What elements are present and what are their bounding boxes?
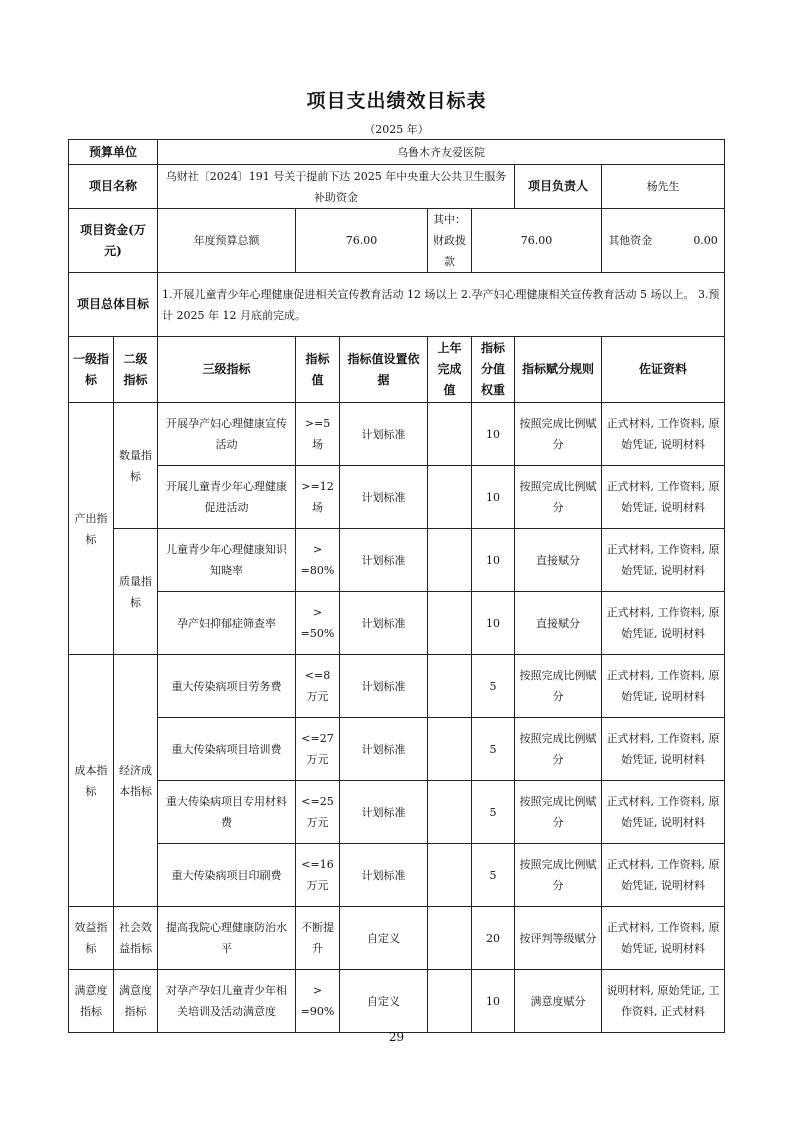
row-indicator: 重大传染病项目培训费 — [158, 718, 296, 781]
page-number: 29 — [388, 1030, 405, 1044]
row-basis: 自定义 — [340, 970, 428, 1033]
row-indicator: 重大传染病项目印刷费 — [158, 844, 296, 907]
row-value: 不断提升 — [296, 907, 340, 970]
level1-cost: 成本指标 — [69, 655, 114, 907]
row-prev — [428, 592, 472, 655]
row-evidence: 正式材料, 工作资料, 原始凭证, 说明材料 — [602, 781, 725, 844]
row-weight: 10 — [472, 403, 515, 466]
row-prev — [428, 844, 472, 907]
row-prev — [428, 466, 472, 529]
other-funds-value: 0.00 — [693, 234, 718, 247]
annual-budget-value: 76.00 — [296, 209, 428, 273]
row-weight: 5 — [472, 844, 515, 907]
level2-quality: 质量指标 — [114, 529, 158, 655]
row-rule: 直接赋分 — [515, 592, 602, 655]
row-rule: 按照完成比例赋分 — [515, 844, 602, 907]
row-value: <=8 万元 — [296, 655, 340, 718]
row-evidence: 正式材料, 工作资料, 原始凭证, 说明材料 — [602, 907, 725, 970]
row-indicator: 开展儿童青少年心理健康促进活动 — [158, 466, 296, 529]
header-level2: 二级指标 — [114, 337, 158, 403]
row-weight: 10 — [472, 466, 515, 529]
page-title: 项目支出绩效目标表 — [306, 90, 487, 112]
header-weight: 指标分值权重 — [472, 337, 515, 403]
row-value: >=12场 — [296, 466, 340, 529]
budget-unit-value: 乌鲁木齐友爱医院 — [158, 140, 725, 165]
row-indicator: 儿童青少年心理健康知识知晓率 — [158, 529, 296, 592]
row-rule: 按照完成比例赋分 — [515, 655, 602, 718]
row-evidence: 说明材料, 原始凭证, 工作资料, 正式材料 — [602, 970, 725, 1033]
row-rule: 按评判等级赋分 — [515, 907, 602, 970]
row-value: > =90% — [296, 970, 340, 1033]
row-rule: 满意度赋分 — [515, 970, 602, 1033]
row-rule: 直接赋分 — [515, 529, 602, 592]
row-indicator: 对孕产孕妇儿童青少年相关培训及活动满意度 — [158, 970, 296, 1033]
row-evidence: 正式材料, 工作资料, 原始凭证, 说明材料 — [602, 844, 725, 907]
fiscal-label: 其中：财政拨款 — [428, 209, 472, 273]
overall-goal-label: 项目总体目标 — [69, 273, 158, 337]
row-evidence: 正式材料, 工作资料, 原始凭证, 说明材料 — [602, 466, 725, 529]
header-prev-year: 上年完成值 — [428, 337, 472, 403]
row-weight: 5 — [472, 781, 515, 844]
header-value: 指标值 — [296, 337, 340, 403]
row-rule: 按照完成比例赋分 — [515, 781, 602, 844]
header-basis: 指标值设置依据 — [340, 337, 428, 403]
row-basis: 计划标准 — [340, 655, 428, 718]
row-basis: 计划标准 — [340, 403, 428, 466]
row-prev — [428, 529, 472, 592]
row-value: <=25 万元 — [296, 781, 340, 844]
row-basis: 计划标准 — [340, 592, 428, 655]
year-label: （2025 年） — [364, 123, 429, 136]
project-leader-value: 杨先生 — [602, 165, 725, 209]
performance-target-table — [68, 139, 725, 1033]
header-rule: 指标赋分规则 — [515, 337, 602, 403]
row-basis: 自定义 — [340, 907, 428, 970]
row-prev — [428, 781, 472, 844]
row-weight: 10 — [472, 970, 515, 1033]
row-basis: 计划标准 — [340, 466, 428, 529]
row-weight: 10 — [472, 529, 515, 592]
project-funds-label: 项目资金(万元) — [69, 209, 158, 273]
other-funds-label: 其他资金 — [608, 234, 653, 247]
level1-satisfaction: 满意度指标 — [69, 970, 114, 1033]
row-indicator: 重大传染病项目劳务费 — [158, 655, 296, 718]
row-indicator: 孕产妇抑郁症筛查率 — [158, 592, 296, 655]
row-weight: 10 — [472, 592, 515, 655]
row-prev — [428, 403, 472, 466]
row-basis: 计划标准 — [340, 718, 428, 781]
row-value: > =80% — [296, 529, 340, 592]
row-evidence: 正式材料, 工作资料, 原始凭证, 说明材料 — [602, 403, 725, 466]
project-name-label: 项目名称 — [69, 165, 158, 209]
level2-social-benefit: 社会效益指标 — [114, 907, 158, 970]
row-value: > =50% — [296, 592, 340, 655]
overall-goal-value: 1.开展儿童青少年心理健康促进相关宣传教育活动 12 场以上 2.孕产妇心理健康相关宣传教育活动 5 场以上。 3.预计 2025 年 12 月底前完成。 — [158, 273, 725, 337]
row-indicator: 开展孕产妇心理健康宣传活动 — [158, 403, 296, 466]
row-prev — [428, 718, 472, 781]
row-prev — [428, 655, 472, 718]
row-rule: 按照完成比例赋分 — [515, 718, 602, 781]
row-indicator: 提高我院心理健康防治水平 — [158, 907, 296, 970]
row-prev — [428, 907, 472, 970]
row-evidence: 正式材料, 工作资料, 原始凭证, 说明材料 — [602, 529, 725, 592]
row-rule: 按照完成比例赋分 — [515, 466, 602, 529]
row-indicator: 重大传染病项目专用材料费 — [158, 781, 296, 844]
header-evidence: 佐证资料 — [602, 337, 725, 403]
row-evidence: 正式材料, 工作资料, 原始凭证, 说明材料 — [602, 592, 725, 655]
level2-satisfaction: 满意度指标 — [114, 970, 158, 1033]
row-weight: 5 — [472, 718, 515, 781]
header-level1: 一级指标 — [69, 337, 114, 403]
row-rule: 按照完成比例赋分 — [515, 403, 602, 466]
budget-unit-label: 预算单位 — [69, 140, 158, 165]
row-evidence: 正式材料, 工作资料, 原始凭证, 说明材料 — [602, 655, 725, 718]
row-value: >=5场 — [296, 403, 340, 466]
other-funds-cell — [602, 209, 725, 273]
row-basis: 计划标准 — [340, 529, 428, 592]
row-basis: 计划标准 — [340, 781, 428, 844]
row-value: <=16 万元 — [296, 844, 340, 907]
level2-quantity: 数量指标 — [114, 403, 158, 529]
header-level3: 三级指标 — [158, 337, 296, 403]
level1-output: 产出指标 — [69, 403, 114, 655]
level1-benefit: 效益指标 — [69, 907, 114, 970]
row-prev — [428, 970, 472, 1033]
annual-budget-label: 年度预算总额 — [158, 209, 296, 273]
row-basis: 计划标准 — [340, 844, 428, 907]
project-name-value: 乌财社〔2024〕191 号关于提前下达 2025 年中央重大公共卫生服务补助资金 — [158, 165, 515, 209]
row-value: <=27 万元 — [296, 718, 340, 781]
row-evidence: 正式材料, 工作资料, 原始凭证, 说明材料 — [602, 718, 725, 781]
level2-economic-cost: 经济成本指标 — [114, 655, 158, 907]
project-leader-label: 项目负责人 — [515, 165, 602, 209]
fiscal-value: 76.00 — [472, 209, 602, 273]
row-weight: 5 — [472, 655, 515, 718]
row-weight: 20 — [472, 907, 515, 970]
